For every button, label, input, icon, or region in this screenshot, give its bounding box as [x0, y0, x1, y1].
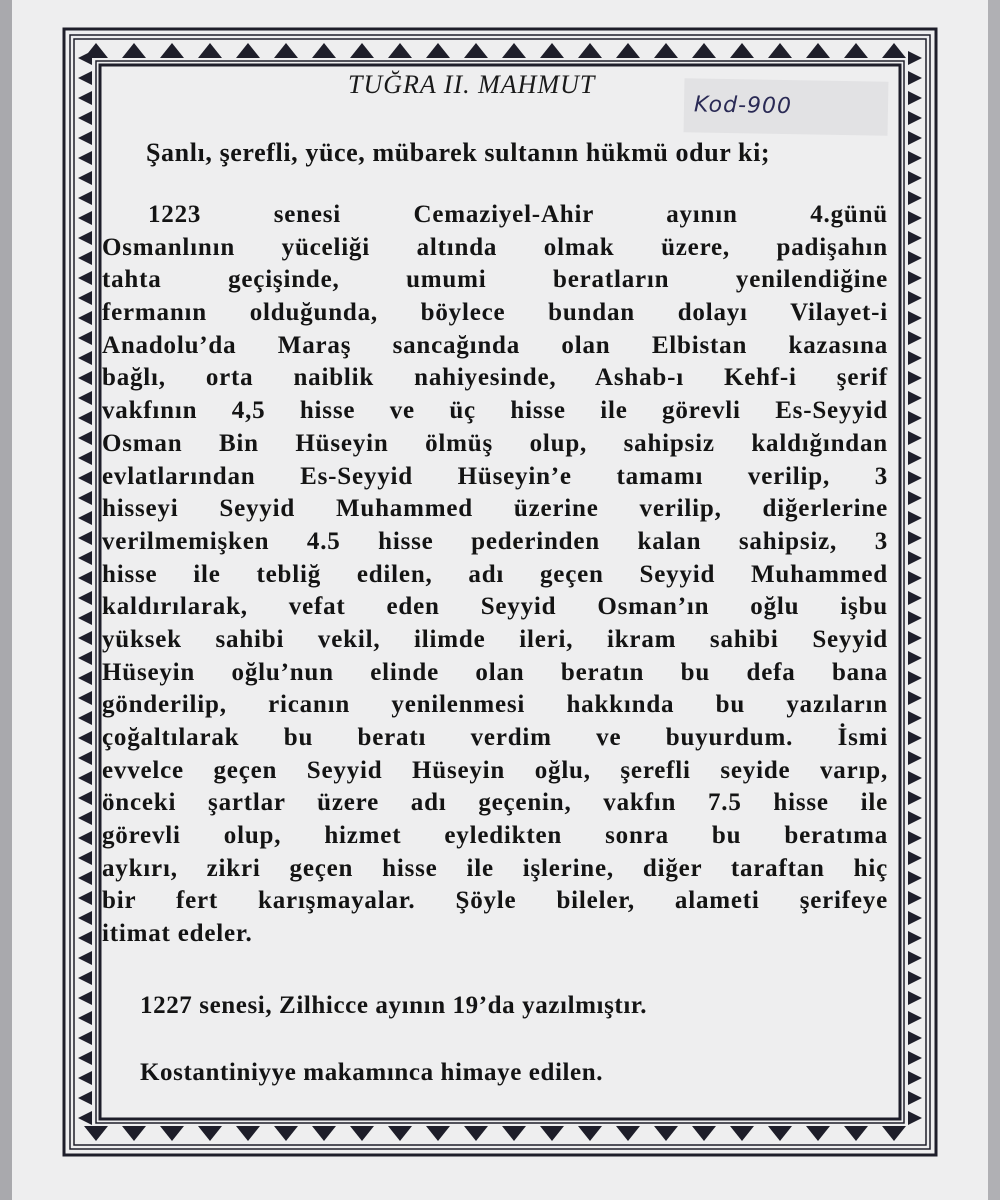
border-triangle: [654, 43, 678, 58]
border-triangle: [730, 43, 754, 58]
border-triangle: [730, 1126, 754, 1141]
border-triangle: [160, 1126, 184, 1141]
border-triangle: [78, 171, 92, 185]
border-triangle: [78, 811, 92, 825]
border-triangle: [78, 111, 92, 125]
border-triangle: [78, 1111, 92, 1125]
border-triangle: [908, 971, 922, 985]
border-triangle: [908, 831, 922, 845]
border-triangle: [578, 1126, 602, 1141]
border-triangle: [908, 771, 922, 785]
border-triangle: [78, 131, 92, 145]
border-triangle: [78, 431, 92, 445]
border-triangle: [78, 331, 92, 345]
border-triangle: [908, 651, 922, 665]
border-triangle: [78, 471, 92, 485]
border-triangle: [78, 951, 92, 965]
border-triangle: [908, 611, 922, 625]
border-triangle: [844, 43, 868, 58]
border-triangle: [578, 43, 602, 58]
border-triangle: [502, 43, 526, 58]
border-triangle: [274, 1126, 298, 1141]
border-triangle: [768, 43, 792, 58]
body-line: yüksek sahibi vekil, ilimde ileri, ikram sahibi Seyyid: [102, 625, 888, 653]
border-triangle: [312, 1126, 336, 1141]
border-triangle: [78, 971, 92, 985]
border-triangle: [616, 43, 640, 58]
border-triangle: [908, 1091, 922, 1105]
border-triangle: [540, 1126, 564, 1141]
border-triangle: [78, 451, 92, 465]
border-triangle: [908, 131, 922, 145]
border-triangle: [908, 271, 922, 285]
border-triangle: [78, 411, 92, 425]
body-line: fermanın olduğunda, böylece bundan dolayı Vilayet-i: [102, 299, 888, 327]
border-triangle: [908, 731, 922, 745]
border-triangle: [908, 931, 922, 945]
border-triangle: [122, 43, 146, 58]
border-triangle: [78, 751, 92, 765]
border-triangle: [78, 571, 92, 585]
border-triangle: [502, 1126, 526, 1141]
body-line: 1223 senesi Cemaziyel-Ahir ayının 4.günü: [148, 201, 888, 228]
border-triangle: [78, 291, 92, 305]
border-triangle: [122, 1126, 146, 1141]
border-triangle: [78, 511, 92, 525]
border-triangle: [908, 171, 922, 185]
body-line: bağlı, orta naiblik nahiyesinde, Ashab-ı Kehf-i şerif: [102, 364, 888, 392]
body-line: kaldırılarak, vefat eden Seyyid Osman’ın oğlu işbu: [102, 593, 888, 621]
border-triangle: [908, 791, 922, 805]
border-triangle: [78, 991, 92, 1005]
border-triangle: [908, 151, 922, 165]
border-triangle: [78, 91, 92, 105]
border-triangle: [908, 851, 922, 865]
border-triangle: [908, 571, 922, 585]
body-line: tahta geçişinde, umumi beratların yenilendiğine: [102, 266, 888, 294]
border-triangle: [78, 831, 92, 845]
body-line: görevli olup, hizmet eyledikten sonra bu beratıma: [102, 822, 888, 850]
border-triangle: [908, 511, 922, 525]
border-triangle: [78, 191, 92, 205]
body-line: itimat edeler.: [102, 920, 253, 948]
border-triangle: [78, 851, 92, 865]
border-triangle: [78, 251, 92, 265]
border-triangle: [908, 431, 922, 445]
border-triangle: [882, 1126, 906, 1141]
body-line: önceki şartlar üzere adı geçenin, vakfın 7.5 hisse ile: [102, 789, 888, 817]
body-line: vakfının 4,5 hisse ve üç hisse ile görevli Es-Seyyid: [102, 397, 888, 425]
border-triangle: [908, 1071, 922, 1085]
border-triangle: [78, 591, 92, 605]
border-triangle: [78, 71, 92, 85]
body-line: gönderilip, ricanın yenilenmesi hakkında bu yazıların: [102, 691, 888, 719]
body-line: hisseyi Seyyid Muhammed üzerine verilip, diğerlerine: [102, 495, 888, 523]
border-triangle: [78, 711, 92, 725]
border-triangle: [78, 391, 92, 405]
body-line: Osmanlının yüceliği altında olmak üzere, padişahın: [102, 233, 888, 261]
scan-edge-right: [988, 0, 1000, 1200]
border-triangle: [78, 531, 92, 545]
border-triangle: [768, 1126, 792, 1141]
border-triangle: [654, 1126, 678, 1141]
border-triangle: [78, 311, 92, 325]
date-line: 1227 senesi, Zilhicce ayının 19’da yazılmıştır.: [140, 992, 648, 1019]
body-line: aykırı, zikri geçen hisse ile işlerine, diğer taraftan hiç: [102, 854, 888, 882]
border-triangle: [78, 551, 92, 565]
border-triangle: [908, 51, 922, 65]
border-triangle: [540, 43, 564, 58]
border-triangle: [616, 1126, 640, 1141]
border-triangle: [908, 291, 922, 305]
border-triangle: [274, 43, 298, 58]
border-triangle: [78, 691, 92, 705]
handwritten-code-stamp: Kod-900: [684, 78, 889, 136]
body-line: bir fert karışmayalar. Şöyle bileler, alameti şerifeye: [102, 887, 888, 915]
border-triangle: [908, 371, 922, 385]
border-triangle: [692, 1126, 716, 1141]
border-triangle: [908, 591, 922, 605]
body-line: çoğaltılarak bu beratı verdim ve buyurdum. İsmi: [102, 724, 888, 751]
border-triangle: [78, 871, 92, 885]
border-triangle: [908, 71, 922, 85]
border-triangle: [908, 211, 922, 225]
border-triangle: [908, 1051, 922, 1065]
border-triangle: [844, 1126, 868, 1141]
border-triangle: [908, 451, 922, 465]
border-triangle: [908, 311, 922, 325]
border-triangle: [908, 631, 922, 645]
border-triangle: [78, 911, 92, 925]
border-triangle: [908, 531, 922, 545]
border-triangle: [692, 43, 716, 58]
border-triangle: [78, 1091, 92, 1105]
border-triangle: [78, 371, 92, 385]
border-triangle: [78, 1011, 92, 1025]
border-triangle: [78, 1071, 92, 1085]
border-triangle: [908, 471, 922, 485]
border-triangle: [198, 43, 222, 58]
border-triangle: [388, 43, 412, 58]
body-line: evvelce geçen Seyyid Hüseyin oğlu, şerefli seyide varıp,: [102, 756, 888, 784]
border-triangle: [908, 951, 922, 965]
border-triangle: [78, 271, 92, 285]
border-triangle: [908, 891, 922, 905]
border-triangle: [908, 551, 922, 565]
border-triangle: [908, 491, 922, 505]
border-triangle: [78, 351, 92, 365]
border-triangle: [426, 1126, 450, 1141]
border-triangle: [908, 231, 922, 245]
border-triangle: [350, 43, 374, 58]
border-triangle: [78, 151, 92, 165]
border-triangle: [78, 651, 92, 665]
border-triangle: [78, 791, 92, 805]
border-triangle: [78, 491, 92, 505]
border-triangle: [908, 691, 922, 705]
border-triangle: [908, 351, 922, 365]
border-triangle: [78, 631, 92, 645]
border-triangle: [78, 211, 92, 225]
document-title: TUĞRA II. MAHMUT: [348, 70, 596, 99]
border-triangle: [908, 811, 922, 825]
body-line: evlatlarından Es-Seyyid Hüseyin’e tamamı verilip, 3: [102, 462, 888, 490]
body-line: verilmemişken 4.5 hisse pederinden kalan sahipsiz, 3: [102, 527, 888, 555]
scan-edge-left: [0, 0, 12, 1200]
border-triangle: [198, 1126, 222, 1141]
border-triangle: [78, 731, 92, 745]
border-triangle: [908, 1111, 922, 1125]
border-triangle: [908, 751, 922, 765]
border-triangle: [236, 1126, 260, 1141]
border-triangle: [160, 43, 184, 58]
border-triangle: [464, 1126, 488, 1141]
border-triangle: [236, 43, 260, 58]
border-triangle: [78, 891, 92, 905]
border-triangle: [806, 1126, 830, 1141]
border-triangle: [350, 1126, 374, 1141]
border-triangle: [908, 191, 922, 205]
border-triangle: [908, 1011, 922, 1025]
border-triangle: [388, 1126, 412, 1141]
border-triangle: [78, 771, 92, 785]
decree-body: [102, 199, 888, 951]
intro-line: Şanlı, şerefli, yüce, mübarek sultanın hükmü odur ki;: [146, 138, 771, 167]
border-triangle: [78, 611, 92, 625]
border-triangle: [78, 51, 92, 65]
border-triangle: [464, 43, 488, 58]
border-triangle: [908, 111, 922, 125]
border-triangle: [908, 411, 922, 425]
border-triangle: [78, 671, 92, 685]
border-triangle: [908, 671, 922, 685]
body-line: Hüseyin oğlu’nun elinde olan beratın bu defa bana: [102, 658, 888, 686]
border-triangle: [882, 43, 906, 58]
border-triangle: [908, 911, 922, 925]
border-triangle: [908, 711, 922, 725]
border-triangle: [908, 331, 922, 345]
border-triangle: [78, 931, 92, 945]
border-triangle: [908, 91, 922, 105]
border-triangle: [908, 871, 922, 885]
body-line: hisse ile tebliğ edilen, adı geçen Seyyid Muhammed: [102, 560, 888, 588]
border-triangle: [78, 231, 92, 245]
border-triangle: [908, 991, 922, 1005]
border-triangle: [806, 43, 830, 58]
border-triangle: [84, 1126, 108, 1141]
border-triangle: [78, 1031, 92, 1045]
border-triangle: [426, 43, 450, 58]
closing-line: Kostantiniyye makamınca himaye edilen.: [140, 1059, 604, 1086]
body-line: Osman Bin Hüseyin ölmüş olup, sahipsiz kaldığından: [102, 429, 888, 457]
border-triangle: [78, 1051, 92, 1065]
border-triangle: [908, 1031, 922, 1045]
border-triangle: [312, 43, 336, 58]
body-line: Anadolu’da Maraş sancağında olan Elbistan kazasına: [102, 331, 888, 359]
border-triangle: [908, 251, 922, 265]
border-triangle: [908, 391, 922, 405]
